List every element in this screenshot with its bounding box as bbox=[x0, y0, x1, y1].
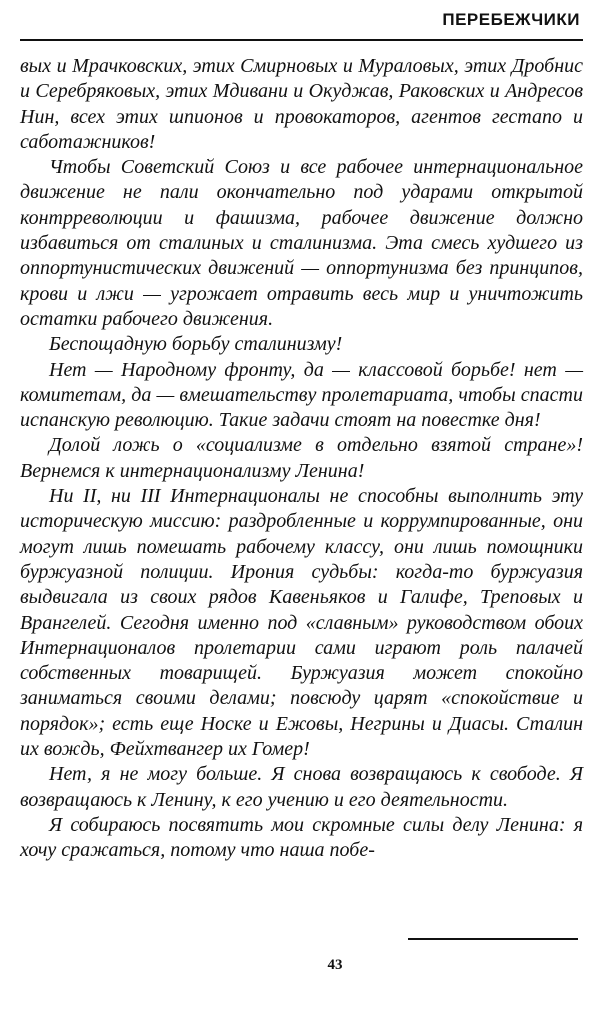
paragraph-continued: вых и Мрачковских, этих Смирновых и Мураловых, этих Дробнис и Серебряковых, этих Мдивани и Окуджав, Раковских и Андресов Нин, всех этих шпионов и провокаторов, агентов гестапо и саботажников! bbox=[20, 55, 583, 153]
paragraph: Я собираюсь посвятить мои скромные силы делу Ленина: я хочу сражаться, потому что наша побе- bbox=[20, 813, 583, 862]
footnote-rule bbox=[408, 938, 578, 940]
paragraph: Долой ложь о «социализме в отдельно взятой стране»! Вернемся к интернационализму Ленина! bbox=[20, 434, 583, 482]
paragraph: Нет — Народному фронту, да — классовой борьбе! нет — комитетам, да — вмешательству пролетариата, чтобы спасти испанскую революцию. Такие задачи стоят на повестке дня! bbox=[20, 358, 583, 432]
paragraph: Беспощадную борьбу сталинизму! bbox=[49, 333, 343, 356]
page-number: 43 bbox=[327, 957, 343, 973]
paragraph: Ни II, ни III Интернационалы не способны выполнить эту историческую миссию: раздробленные и коррумпированные, они могут лишь помешать рабочему классу, они лишь помощники буржуазной полиции. Ирония судьбы: когда-то буржуазия выдвигала из своих рядов Кавеньяков и Галифе, Треповых и Врангелей. Сегодня именно под «славным» руководством обоих Интернационалов пролетарии сами играют роль палачей собственных товарищей. Буржуазия может спокойно заниматься своими делами; повсюду царят «спокойствие и порядок»; есть еще Носке и Ежовы, Негрины и Диасы. Сталин их вождь, Фейхтвангер их Гомер! bbox=[20, 485, 583, 761]
running-title: ПЕРЕБЕЖЧИКИ bbox=[442, 10, 580, 29]
body-text bbox=[20, 54, 583, 864]
header-rule bbox=[20, 39, 583, 41]
paragraph: Нет, я не могу больше. Я снова возвращаюсь к свободе. Я возвращаюсь к Ленину, к его учению и его деятельности. bbox=[20, 763, 583, 811]
paragraph: Чтобы Советский Союз и все рабочее интернациональное движение не пали окончательно под ударами открытой контрреволюции и фашизма, рабочее движение должно избавиться от сталиных и сталинизма. Эта смесь худшего из оппортунистических движений — оппортунизма без принципов, крови и лжи — угрожает отравить весь мир и уничтожить остатки рабочего движения. bbox=[20, 156, 583, 330]
